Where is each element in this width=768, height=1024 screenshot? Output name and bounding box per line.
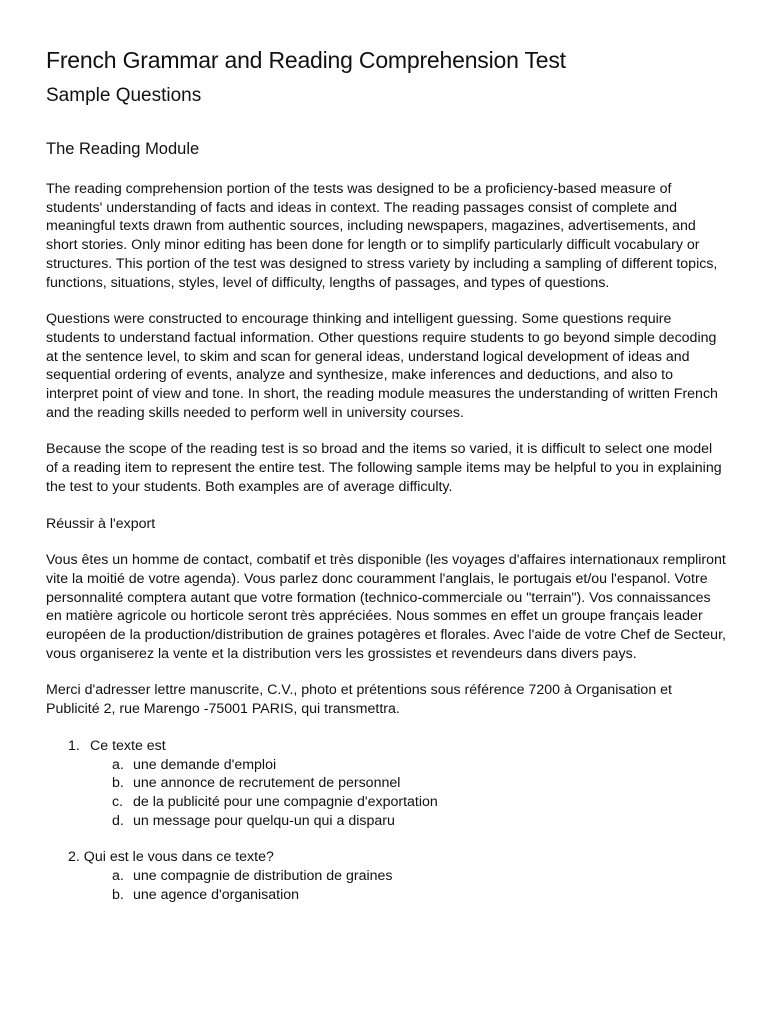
section-heading: The Reading Module	[46, 140, 200, 158]
question-1-options	[46, 756, 726, 831]
option-text: une demande d'emploi	[133, 756, 277, 773]
intro-paragraph-2: Questions were constructed to encourage thinking and intelligent guessing. Some questions require students to understand factual information. Other questions require students to go beyond simple decoding at the sentence level, to skim and scan for general ideas, understand logical development of ideas and sequential ordering of events, analyze and synthesize, make inferences and deductions, and also to interpret point of view and tone. In short, the reading module measures the understanding of written French and the reading skills needed to perform well in university courses.	[46, 311, 718, 421]
option-text: un message pour quelqu-un qui a disparu	[133, 812, 395, 829]
document-page	[46, 46, 726, 905]
question-number: 2.	[68, 849, 80, 866]
option-text: une annonce de recrutement de personnel	[133, 775, 401, 792]
question-text: Ce texte est	[90, 737, 166, 754]
option-text: une compagnie de distribution de graines	[133, 868, 393, 885]
answer-option	[112, 793, 726, 812]
option-letter: a.	[112, 868, 124, 885]
answer-option	[112, 774, 726, 793]
sample-heading: Réussir à l'export	[46, 515, 156, 532]
option-letter: a.	[112, 756, 124, 773]
option-text: une agence d'organisation	[133, 886, 299, 903]
answer-option	[112, 756, 726, 775]
option-letter: b.	[112, 886, 124, 903]
option-letter: b.	[112, 775, 124, 792]
sample-passage-paragraph-2: Merci d'adresser lettre manuscrite, C.V., photo et prétentions sous référence 7200 à Organisation et Publicité 2, rue Marengo -75001 PARIS, qui transmettra.	[46, 682, 672, 718]
question-text: Qui est le vous dans ce texte?	[83, 849, 274, 866]
intro-paragraph-1: The reading comprehension portion of the tests was designed to be a proficiency-based measure of students' understanding of facts and ideas in context. The reading passages consist of complete and meaningful texts drawn from authentic sources, including newspapers, magazines, advertisements, and short stories. Only minor editing has been done for length or to simplify particularly difficult vocabulary or structures. This portion of the test was designed to stress variety by including a sampling of different topics, functions, situations, styles, level of difficulty, lengths of passages, and types of questions.	[46, 181, 718, 291]
intro-paragraph-3: Because the scope of the reading test is so broad and the items so varied, it is difficult to select one model of a reading item to represent the entire test. The following sample items may be helpful to you in explaining the test to your students. Both examples are of average difficulty.	[46, 441, 722, 495]
option-letter: d.	[112, 812, 124, 829]
sample-passage-paragraph-1: Vous êtes un homme de contact, combatif et très disponible (les voyages d'affaires internationaux rempliront vite la moitié de votre agenda). Vous parlez donc couramment l'anglais, le portugais et/ou l'espanol. Votre personnalité comptera autant que votre formation (technico-commerciale ou "terrain"). Vos connaissances en matière agricole ou horticole seront très appréciées. Nous sommes en effet un groupe français leader européen de la production/distribution de graines potagères et florales. Avec l'aide de votre Chef de Secteur, vous organiserez la vente et la distribution vers les grossistes et revendeurs dans divers pays.	[46, 552, 726, 662]
question-1-stem	[46, 737, 726, 756]
question-1	[46, 737, 726, 831]
option-text: de la publicité pour une compagnie d'exportation	[133, 793, 438, 810]
answer-option	[112, 867, 726, 886]
question-number: 1.	[68, 737, 80, 754]
option-letter: c.	[112, 793, 124, 810]
question-2-stem	[46, 848, 726, 867]
document-title: French Grammar and Reading Comprehension Test	[46, 47, 566, 73]
document-subtitle: Sample Questions	[46, 85, 202, 106]
question-2-options	[46, 867, 726, 904]
answer-option	[112, 886, 726, 905]
question-2	[46, 848, 726, 904]
answer-option	[112, 812, 726, 831]
